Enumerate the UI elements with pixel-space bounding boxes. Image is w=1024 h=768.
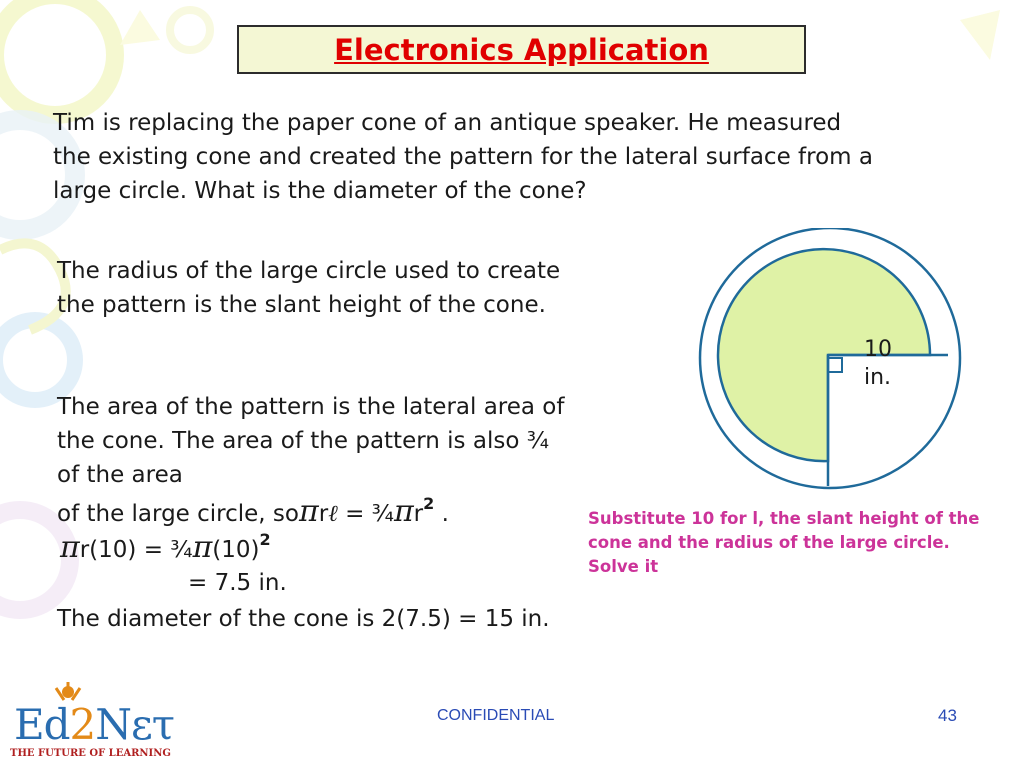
- equation-line-1: [57, 494, 449, 529]
- radius-unit: in.: [864, 365, 892, 390]
- logo: [14, 700, 174, 749]
- cone-pattern-figure: [690, 228, 970, 504]
- slide-title: Electronics Application: [334, 32, 709, 67]
- pi-symbol: π: [192, 530, 213, 565]
- problem-statement: Tim is replacing the paper cone of an antique speaker. He measured the existing cone and created the pattern for the lateral surface from a large circle. What is the diameter of the cone?: [53, 110, 873, 204]
- title-box: [237, 25, 806, 74]
- hint-line-1: Substitute 10 for l, the slant height of the cone and the radius of the large circle.: [588, 509, 980, 552]
- equation-2-part2: (10): [212, 537, 260, 563]
- equation-line-2: [60, 530, 271, 565]
- pi-symbol: π: [298, 494, 319, 529]
- logo-text-c: Nετ: [95, 700, 175, 749]
- hint-line-2: Solve it: [588, 557, 659, 576]
- radius-symbol-2: r: [413, 501, 424, 527]
- right-angle-marker: [828, 358, 842, 372]
- hint-box: [588, 507, 1008, 579]
- radius-label: [864, 336, 892, 392]
- footer-confidential: CONFIDENTIAL: [437, 707, 555, 724]
- equation-2-part1: r(10) = ¾: [79, 537, 193, 563]
- slant-height-symbol: ℓ: [328, 501, 338, 527]
- equation-end: .: [434, 501, 449, 527]
- equation-line-3: = 7.5 in.: [188, 570, 287, 596]
- page-number: 43: [938, 706, 957, 725]
- logo-text-a: Ed: [14, 700, 70, 749]
- equation-mid: = ¾: [337, 501, 394, 527]
- exponent: 2: [259, 530, 271, 549]
- radius-symbol: r: [318, 501, 329, 527]
- exponent: 2: [423, 494, 435, 513]
- radius-value: 10: [864, 337, 892, 362]
- logo-tagline: THE FUTURE OF LEARNING: [10, 748, 171, 759]
- pi-symbol: π: [60, 530, 80, 565]
- pi-symbol: π: [393, 494, 414, 529]
- area-explanation: The area of the pattern is the lateral area of the cone. The area of the pattern is also ¾ of the area: [57, 394, 565, 488]
- equation-prefix: of the large circle, so: [57, 501, 299, 527]
- conclusion: The diameter of the cone is 2(7.5) = 15 in.: [57, 606, 550, 632]
- radius-explanation: The radius of the large circle used to create the pattern is the slant height of the cone.: [57, 258, 561, 318]
- logo-text-b: 2: [69, 700, 96, 749]
